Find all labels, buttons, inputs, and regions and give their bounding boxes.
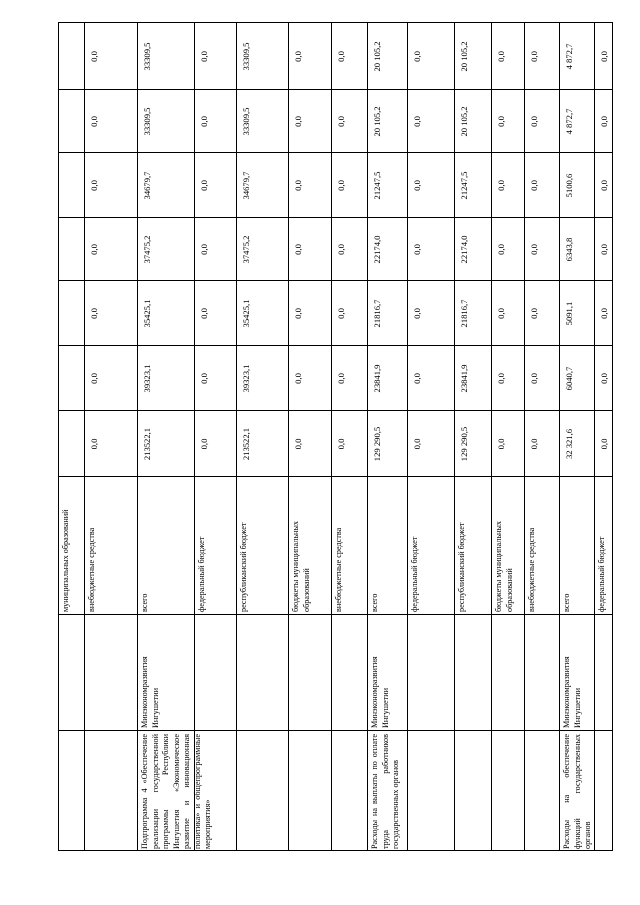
value-cell	[237, 345, 289, 410]
value-text: 0,0	[529, 180, 539, 191]
funding-source-cell	[595, 476, 612, 614]
cell-text	[85, 731, 138, 852]
value-cell	[289, 22, 332, 89]
value-cell	[560, 217, 595, 280]
value-cell	[237, 280, 289, 345]
value-cell	[138, 22, 195, 89]
value-text: 0,0	[496, 244, 506, 255]
program-cell	[595, 730, 612, 851]
value-cell	[560, 89, 595, 152]
executor-cell	[525, 614, 560, 730]
value-cell	[368, 280, 408, 345]
value-cell	[332, 89, 368, 152]
value-cell	[492, 217, 525, 280]
value-text: 33309,5	[241, 107, 251, 136]
value-text: 0,0	[412, 308, 422, 319]
value-cell	[138, 152, 195, 217]
value-text: 0,0	[293, 180, 303, 191]
funding-source-cell	[492, 476, 525, 614]
value-text: 0,0	[89, 308, 99, 319]
value-cell	[332, 280, 368, 345]
value-text: 21816,7	[459, 299, 469, 328]
value-cell	[59, 410, 85, 476]
value-text: 0,0	[599, 116, 609, 127]
cell-text	[595, 615, 614, 731]
value-cell	[289, 217, 332, 280]
value-text: 20 105,2	[372, 106, 382, 137]
executor-cell	[289, 614, 332, 730]
value-text: 33309,5	[142, 107, 152, 136]
value-text	[59, 218, 85, 281]
value-text: 5091,1	[564, 301, 574, 326]
funding-source-cell	[289, 476, 332, 614]
value-cell	[492, 22, 525, 89]
program-cell	[195, 730, 237, 851]
value-cell	[332, 217, 368, 280]
value-text: 0,0	[199, 244, 209, 255]
value-cell	[195, 89, 237, 152]
value-cell	[408, 152, 455, 217]
value-text: 0,0	[293, 51, 303, 62]
value-text: 6040,7	[564, 366, 574, 391]
program-cell	[85, 730, 138, 851]
cell-text: Расходы на выплаты по оплате труда работников государственных органов	[370, 734, 400, 849]
value-text: 0,0	[496, 116, 506, 127]
funding-source-cell	[525, 476, 560, 614]
value-text: 4 872,7	[564, 108, 574, 135]
value-cell	[195, 280, 237, 345]
program-cell	[332, 730, 368, 851]
cell-text	[492, 615, 525, 731]
value-cell	[85, 345, 138, 410]
funding-source-cell	[455, 476, 492, 614]
cell-text	[332, 731, 368, 852]
cell-text	[59, 731, 85, 852]
program-cell	[237, 730, 289, 851]
value-cell	[408, 22, 455, 89]
value-cell	[195, 152, 237, 217]
value-text: 0,0	[599, 373, 609, 384]
cell-text: муниципальных образований	[61, 509, 70, 612]
value-cell	[408, 217, 455, 280]
cell-text	[59, 615, 85, 731]
value-text: 0,0	[89, 438, 99, 450]
value-cell	[85, 152, 138, 217]
value-cell	[408, 89, 455, 152]
value-text: 0,0	[412, 116, 422, 127]
funding-source-cell	[408, 476, 455, 614]
program-cell	[408, 730, 455, 851]
value-text: 0,0	[529, 438, 539, 450]
value-cell	[195, 345, 237, 410]
value-cell	[368, 345, 408, 410]
cell-text: Минэкономразвития Ингушетии	[370, 656, 390, 728]
cell-text: Минэкономразвития Ингушетии	[562, 656, 582, 728]
value-text: 0,0	[293, 373, 303, 384]
value-text: 35425,1	[142, 299, 152, 328]
value-text: 23841,9	[459, 364, 469, 393]
value-cell	[368, 152, 408, 217]
funding-source-cell	[85, 476, 138, 614]
executor-cell	[332, 614, 368, 730]
executor-cell	[59, 614, 85, 730]
funding-source-cell	[332, 476, 368, 614]
funding-source-cell	[138, 476, 195, 614]
program-cell	[455, 730, 492, 851]
value-text: 0,0	[336, 373, 346, 384]
cell-text: Минэкономразвития Ингушетии	[140, 656, 160, 728]
value-text: 21247,5	[372, 171, 382, 200]
value-cell	[85, 280, 138, 345]
value-text	[59, 346, 85, 411]
value-text: 213522,1	[241, 427, 251, 461]
value-text: 0,0	[199, 373, 209, 384]
value-text: 129 290,5	[459, 426, 469, 462]
cell-text: внебюджетные средства	[527, 527, 536, 612]
value-cell	[525, 410, 560, 476]
value-cell	[525, 345, 560, 410]
executor-cell	[560, 614, 595, 730]
value-text: 0,0	[496, 373, 506, 384]
cell-text: федеральный бюджет	[597, 536, 606, 612]
value-text: 129 290,5	[372, 426, 382, 462]
value-text: 0,0	[599, 308, 609, 319]
value-cell	[237, 89, 289, 152]
value-text: 39323,1	[241, 364, 251, 393]
value-cell	[59, 22, 85, 89]
value-cell	[368, 22, 408, 89]
value-cell	[455, 217, 492, 280]
value-cell	[595, 345, 612, 410]
value-text: 0,0	[336, 51, 346, 62]
executor-cell	[492, 614, 525, 730]
value-text: 0,0	[89, 244, 99, 255]
cell-text	[195, 615, 237, 731]
value-text: 39323,1	[142, 364, 152, 393]
value-text: 0,0	[336, 180, 346, 191]
value-text: 0,0	[89, 116, 99, 127]
funding-source-cell	[368, 476, 408, 614]
value-text: 0,0	[336, 116, 346, 127]
program-cell	[59, 730, 85, 851]
value-cell	[455, 410, 492, 476]
table-row	[407, 22, 455, 851]
value-text: 0,0	[496, 438, 506, 450]
value-text: 23841,9	[372, 364, 382, 393]
value-text: 0,0	[529, 244, 539, 255]
value-cell	[59, 89, 85, 152]
value-text: 37475,2	[241, 235, 251, 264]
program-cell	[560, 730, 595, 851]
value-text: 0,0	[412, 51, 422, 62]
value-cell	[595, 410, 612, 476]
value-cell	[85, 217, 138, 280]
value-text: 0,0	[293, 308, 303, 319]
value-text: 213522,1	[142, 427, 152, 461]
table-row	[331, 22, 368, 851]
value-cell	[85, 22, 138, 89]
value-text	[59, 23, 85, 90]
cell-text	[332, 615, 368, 731]
value-cell	[332, 22, 368, 89]
value-text: 20 105,2	[459, 41, 469, 72]
table-row	[236, 22, 289, 851]
value-text: 0,0	[599, 244, 609, 255]
value-cell	[595, 152, 612, 217]
value-text: 35425,1	[241, 299, 251, 328]
table-row	[491, 22, 525, 851]
value-text: 0,0	[599, 51, 609, 62]
value-cell	[595, 280, 612, 345]
value-cell	[85, 410, 138, 476]
cell-text	[408, 731, 455, 852]
value-cell	[525, 217, 560, 280]
executor-cell	[85, 614, 138, 730]
program-cell	[492, 730, 525, 851]
value-text: 33309,5	[142, 42, 152, 71]
value-text: 0,0	[89, 373, 99, 384]
value-cell	[138, 345, 195, 410]
cell-text: бюджеты муниципальных образований	[494, 520, 514, 612]
value-text: 33309,5	[241, 42, 251, 71]
table-row	[288, 22, 332, 851]
cell-text: республиканский бюджет	[239, 522, 248, 612]
cell-text	[195, 731, 237, 852]
value-cell	[138, 410, 195, 476]
value-cell	[368, 89, 408, 152]
value-text: 0,0	[529, 308, 539, 319]
value-cell	[195, 22, 237, 89]
program-cell	[368, 730, 408, 851]
value-cell	[408, 280, 455, 345]
value-cell	[595, 217, 612, 280]
value-text: 22174,0	[372, 235, 382, 264]
value-text	[59, 153, 85, 218]
value-cell	[455, 345, 492, 410]
value-cell	[525, 280, 560, 345]
table-row	[194, 22, 237, 851]
value-cell	[289, 89, 332, 152]
table-row	[84, 22, 138, 851]
value-cell	[332, 410, 368, 476]
table-row	[454, 22, 492, 851]
value-text: 0,0	[412, 438, 422, 450]
value-text: 0,0	[412, 244, 422, 255]
value-cell	[525, 22, 560, 89]
value-cell	[237, 410, 289, 476]
value-text	[59, 411, 85, 477]
value-text: 0,0	[599, 180, 609, 191]
value-cell	[492, 280, 525, 345]
value-cell	[560, 152, 595, 217]
value-cell	[455, 89, 492, 152]
value-cell	[368, 217, 408, 280]
cell-text: Подпрограмма 4 «Обеспечение реализации государственной программы Республики Ингушетия «Экономическое развитие и инновационная политика» и общепрограммные мероприятия»	[140, 734, 212, 849]
value-text	[59, 281, 85, 346]
value-cell	[138, 280, 195, 345]
value-text: 0,0	[529, 373, 539, 384]
value-cell	[560, 345, 595, 410]
cell-text	[595, 731, 614, 852]
value-text: 0,0	[336, 308, 346, 319]
value-text: 0,0	[199, 438, 209, 450]
value-cell	[289, 410, 332, 476]
value-cell	[408, 410, 455, 476]
funding-source-cell	[237, 476, 289, 614]
value-text: 0,0	[293, 244, 303, 255]
value-cell	[59, 152, 85, 217]
value-cell	[595, 89, 612, 152]
executor-cell	[237, 614, 289, 730]
cell-text: Расходы на обеспечение функций государственных органов	[562, 734, 592, 849]
cell-text: внебюджетные средства	[87, 527, 96, 612]
executor-cell	[138, 614, 195, 730]
value-cell	[237, 152, 289, 217]
value-cell	[560, 22, 595, 89]
value-cell	[560, 280, 595, 345]
value-cell	[59, 280, 85, 345]
program-cell	[525, 730, 560, 851]
value-text: 32 321,6	[564, 428, 574, 460]
cell-text	[455, 615, 492, 731]
value-text: 6343,8	[564, 237, 574, 262]
value-cell	[237, 217, 289, 280]
cell-text: республиканский бюджет	[457, 522, 466, 612]
cell-text: федеральный бюджет	[410, 536, 419, 612]
value-text: 0,0	[412, 180, 422, 191]
executor-cell	[595, 614, 612, 730]
value-cell	[138, 89, 195, 152]
cell-text: всего	[562, 593, 571, 612]
value-text: 0,0	[529, 51, 539, 62]
value-text: 0,0	[496, 51, 506, 62]
value-text: 37475,2	[142, 235, 152, 264]
executor-cell	[368, 614, 408, 730]
value-cell	[560, 410, 595, 476]
cell-text	[85, 615, 138, 731]
cell-text	[525, 615, 560, 731]
value-text: 0,0	[496, 308, 506, 319]
value-cell	[289, 345, 332, 410]
value-cell	[492, 89, 525, 152]
cell-text	[408, 615, 455, 731]
value-cell	[138, 217, 195, 280]
value-cell	[289, 152, 332, 217]
value-cell	[195, 410, 237, 476]
value-text: 0,0	[529, 116, 539, 127]
value-text: 20 105,2	[372, 41, 382, 72]
value-cell	[525, 152, 560, 217]
executor-cell	[408, 614, 455, 730]
value-text: 0,0	[89, 180, 99, 191]
value-cell	[195, 217, 237, 280]
value-text: 22174,0	[459, 235, 469, 264]
value-text: 0,0	[599, 438, 609, 450]
value-text: 21247,5	[459, 171, 469, 200]
executor-cell	[455, 614, 492, 730]
value-cell	[59, 345, 85, 410]
value-cell	[455, 280, 492, 345]
table-row	[367, 22, 408, 851]
cell-text	[289, 615, 332, 731]
program-cell	[289, 730, 332, 851]
value-text: 0,0	[199, 308, 209, 319]
value-cell	[492, 345, 525, 410]
value-text: 34679,7	[142, 171, 152, 200]
value-cell	[59, 217, 85, 280]
value-cell	[332, 152, 368, 217]
executor-cell	[195, 614, 237, 730]
cell-text: бюджеты муниципальных образований	[291, 520, 311, 612]
cell-text: внебюджетные средства	[334, 527, 343, 612]
value-cell	[492, 410, 525, 476]
table-row	[594, 22, 613, 851]
value-cell	[525, 89, 560, 152]
value-cell	[595, 22, 612, 89]
value-cell	[237, 22, 289, 89]
value-text: 0,0	[89, 51, 99, 62]
cell-text	[289, 731, 332, 852]
value-text: 0,0	[496, 180, 506, 191]
value-text: 0,0	[199, 116, 209, 127]
value-text: 34679,7	[241, 171, 251, 200]
value-text	[59, 90, 85, 153]
cell-text	[492, 731, 525, 852]
funding-source-cell	[560, 476, 595, 614]
value-cell	[85, 89, 138, 152]
funding-source-cell	[59, 476, 85, 614]
program-cell	[138, 730, 212, 851]
value-text: 0,0	[199, 180, 209, 191]
value-cell	[455, 22, 492, 89]
cell-text: всего	[140, 593, 149, 612]
cell-text	[525, 731, 560, 852]
value-text: 0,0	[412, 373, 422, 384]
cell-text	[237, 731, 289, 852]
value-text: 4 872,7	[564, 43, 574, 70]
table-row	[58, 22, 85, 851]
value-text: 0,0	[293, 116, 303, 127]
cell-text: всего	[370, 593, 379, 612]
value-text: 0,0	[336, 438, 346, 450]
value-text: 20 105,2	[459, 106, 469, 137]
funding-source-cell	[195, 476, 237, 614]
value-text: 5100,6	[564, 173, 574, 198]
value-cell	[332, 345, 368, 410]
cell-text	[237, 615, 289, 731]
value-cell	[408, 345, 455, 410]
cell-text	[455, 731, 492, 852]
value-cell	[368, 410, 408, 476]
budget-table	[58, 22, 613, 851]
value-text: 0,0	[336, 244, 346, 255]
value-text: 21816,7	[372, 299, 382, 328]
table-row	[559, 22, 595, 851]
cell-text: федеральный бюджет	[197, 536, 206, 612]
value-text: 0,0	[293, 438, 303, 450]
value-cell	[455, 152, 492, 217]
value-cell	[492, 152, 525, 217]
value-cell	[289, 280, 332, 345]
value-text: 0,0	[199, 51, 209, 62]
table-row	[524, 22, 560, 851]
